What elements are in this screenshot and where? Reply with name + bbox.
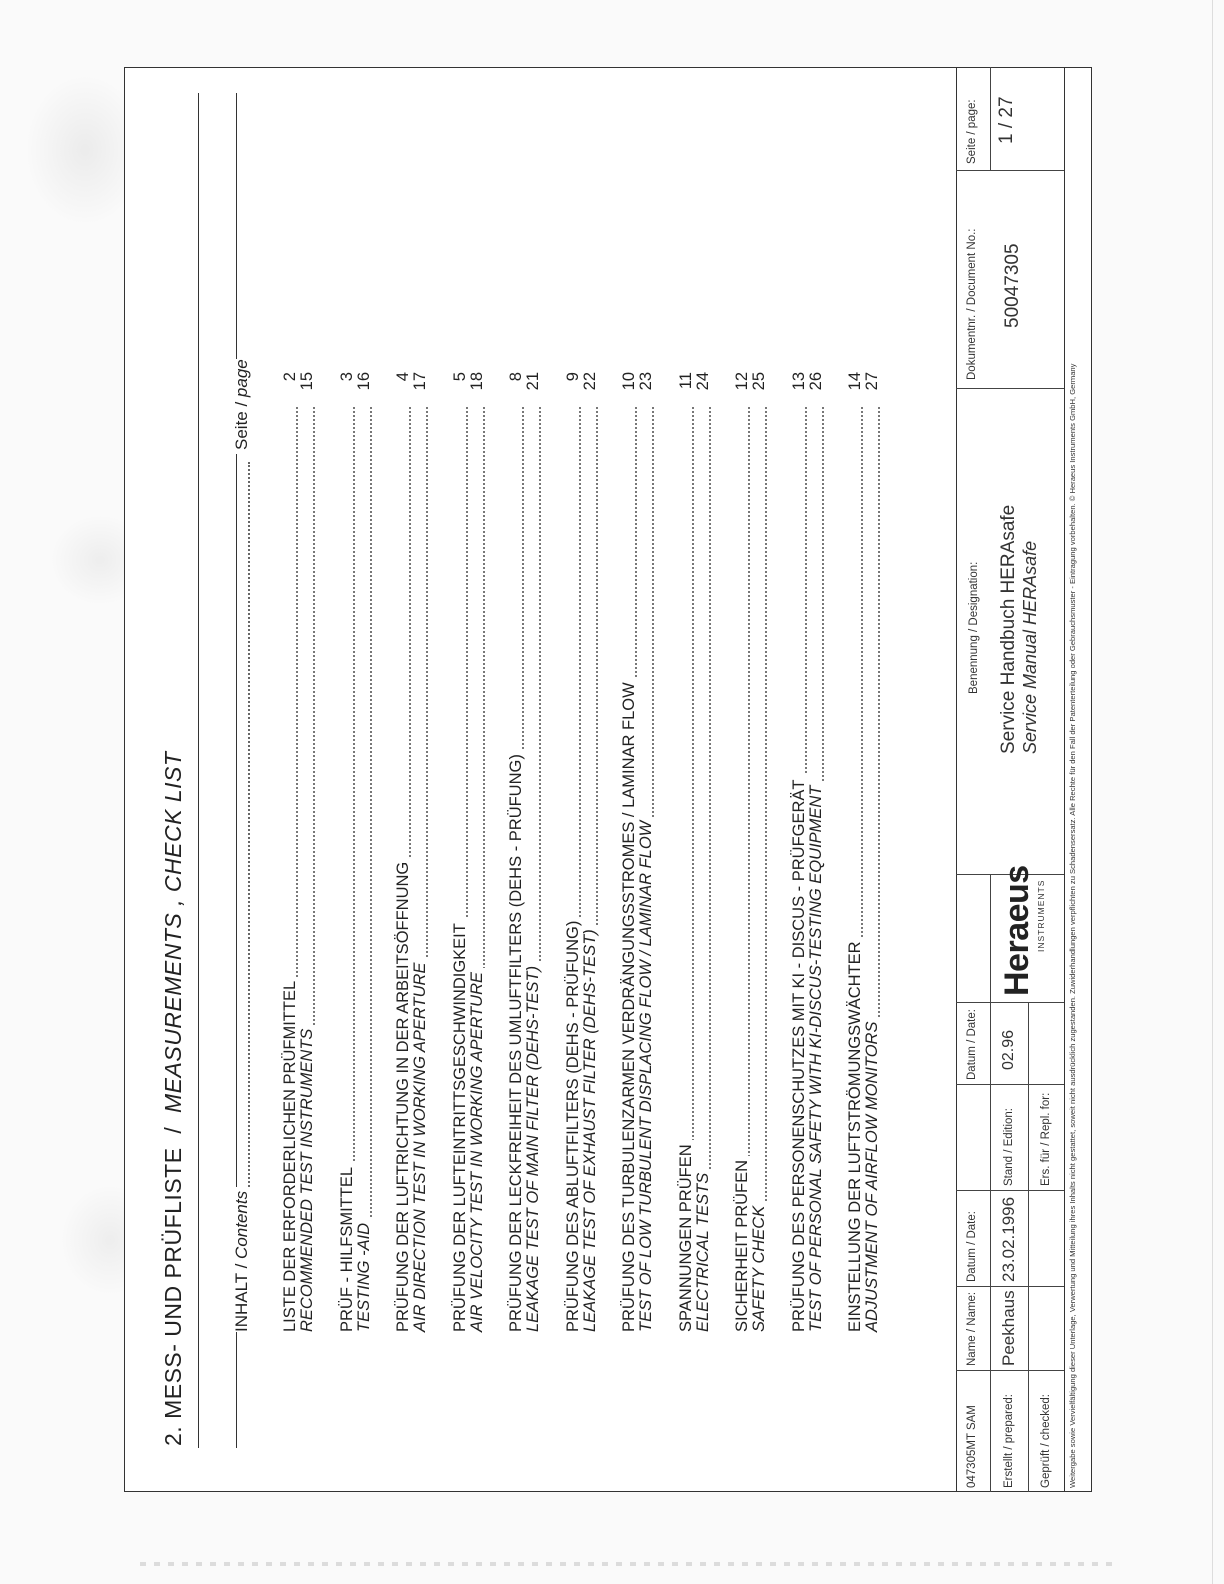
- row-page-german: 9: [563, 372, 582, 382]
- row-page-english: 21: [524, 372, 542, 391]
- docno-cell: [956, 170, 1064, 388]
- contents-row: [621, 332, 657, 1332]
- row-page-german: 10: [620, 372, 638, 391]
- contents-leader: [248, 462, 250, 1222]
- edition-label-cell: [990, 1084, 1028, 1190]
- row-page-german: 3: [337, 372, 356, 382]
- row-page-english: 27: [863, 372, 881, 391]
- pageno-value: 1 / 27: [996, 96, 1017, 144]
- page-column-label: Seite / page: [232, 359, 252, 454]
- row-title-english: AIR VELOCITY TEST IN WORKING APERTURE: [469, 968, 486, 1332]
- checked-label-cell: [1028, 1370, 1064, 1492]
- pageno-cell: [956, 67, 1064, 170]
- prepared-name: Peekhaus: [999, 1290, 1018, 1366]
- row-page-german: 4: [394, 372, 412, 382]
- row-title-german: LISTE DER ERFORDERLICHEN PRÜFMITTEL: [282, 977, 299, 1332]
- row-title-german: PRÜFUNG DES ABLUFTFILTERS (DEHS - PRÜFUNG): [565, 917, 582, 1332]
- contents-row: [734, 332, 770, 1332]
- title-german: MESS- UND PRÜFLISTE: [160, 1147, 186, 1419]
- row-title-german: SPANNUNGEN PRÜFEN: [678, 1140, 695, 1332]
- docno-value: 50047305: [1002, 243, 1023, 328]
- edition-value: 02.96: [1000, 1029, 1017, 1070]
- row-title-german: PRÜFUNG DES PERSONENSCHUTZES MIT KI - DISCUS - PRÜFGERÄT: [791, 776, 808, 1333]
- checked-label: Geprüft / checked:: [1040, 1394, 1052, 1488]
- row-page-english: 25: [750, 372, 768, 391]
- row-title-english: TESTING -AID: [356, 1219, 373, 1332]
- replaces-value-cell: [1028, 1002, 1064, 1084]
- row-title-english: TEST OF PERSONAL SAFETY WITH KI-DISCUS-TESTING EQUIPMENT: [808, 782, 825, 1332]
- contents-row: [791, 332, 827, 1332]
- contents-header: [232, 132, 256, 1332]
- contents-row: [847, 332, 883, 1332]
- title-separator: /: [160, 1119, 186, 1141]
- row-page-german: 13: [789, 372, 808, 391]
- scan-artifact: [140, 1562, 1120, 1566]
- row-title-german: SICHERHEIT PRÜFEN: [734, 1156, 751, 1332]
- prepared-date-cell: [990, 1190, 1028, 1286]
- row-page-english: 16: [354, 372, 373, 391]
- row-title-german: PRÜFUNG DER LUFTRICHTUNG IN DER ARBEITSÖFFNUNG: [395, 858, 412, 1332]
- rotated-page: [124, 67, 1092, 1492]
- row-page-german: 2: [281, 372, 299, 382]
- logo-cell: [956, 865, 1064, 1002]
- checked-name-cell: [1028, 1286, 1064, 1370]
- dot-leader: [709, 407, 711, 1292]
- row-title-english: ELECTRICAL TESTS: [695, 1169, 712, 1332]
- row-page-german: 8: [507, 372, 525, 382]
- date-label-2: Datum / Date:: [966, 1009, 978, 1080]
- name-label-cell: [956, 1286, 990, 1370]
- contents-row: [452, 332, 488, 1332]
- replaces-label: Ers. für / Repl. for:: [1040, 1092, 1052, 1186]
- designation-german: Service Handbuch HERAsafe: [998, 504, 1019, 754]
- row-page-english: 22: [580, 372, 599, 391]
- checked-date-cell: [1028, 1190, 1064, 1286]
- edition-value-cell: [990, 1002, 1028, 1084]
- prepared-label-cell: [990, 1370, 1028, 1492]
- date-label-cell-2: [956, 1002, 990, 1084]
- row-title-english: ADJUSTMENT OF AIRFLOW MONITORS: [864, 1018, 881, 1332]
- contents-row: [282, 332, 318, 1332]
- designation-cell: [956, 388, 1064, 874]
- date-label: Datum / Date:: [966, 1211, 978, 1282]
- doc-code-cell: [956, 1370, 990, 1492]
- row-title-english: LEAKAGE TEST OF MAIN FILTER (DEHS-TEST): [525, 962, 542, 1332]
- dot-leader: [370, 407, 372, 1292]
- name-label: Name / Name:: [966, 1291, 978, 1366]
- contents-row: [678, 332, 714, 1332]
- pageno-label: Seite / page:: [966, 99, 978, 164]
- logo-subtitle: INSTRUMENTS: [1036, 879, 1046, 952]
- title-block: [956, 67, 1092, 1492]
- row-title-english: RECOMMENDED TEST INSTRUMENTS: [299, 1025, 316, 1332]
- prepared-name-cell: [990, 1286, 1028, 1370]
- docno-label: Dokumentnr. / Document No.:: [966, 228, 978, 380]
- row-page-english: 18: [467, 372, 486, 391]
- row-title-english: AIR DIRECTION TEST IN WORKING APERTURE: [412, 959, 429, 1332]
- contents-row: [565, 332, 601, 1332]
- prepared-date: 23.02.1996: [999, 1196, 1018, 1282]
- date-label-cell: [956, 1190, 990, 1286]
- copyright-notice: Weitergabe sowie Vervielfältigung dieser Unterlage, Verwertung und Mitteilung ihres Inhalts nicht gestattet, soweit nicht ausdrücklich zugestanden. Zuwiderhandlungen verpflichten zu Schadensersatz. Alle Rechte für den Fall der Patenterteilung oder Gebrauchsmuster - Eintragung vorbehalten. © Heraeus Instruments GmbH, Germany: [1068, 363, 1077, 1488]
- heraeus-logo: Heraeus: [998, 865, 1036, 996]
- designation-english: Service Manual HERAsafe: [1020, 540, 1040, 754]
- blank-header-cell: [956, 1084, 990, 1190]
- dot-leader: [765, 407, 767, 1292]
- replaces-label-cell: [1028, 1084, 1064, 1190]
- row-page-english: 23: [637, 372, 655, 391]
- contents-row: [508, 332, 544, 1332]
- contents-row: [339, 332, 375, 1332]
- section-number: 2.: [160, 1425, 186, 1446]
- dot-leader: [353, 407, 355, 1292]
- contents-row: [395, 332, 431, 1332]
- row-title-german: PRÜF - HILFSMITTEL: [339, 1163, 356, 1332]
- row-title-english: LEAKAGE TEST OF EXHAUST FILTER (DEHS-TEST): [582, 925, 599, 1332]
- title-rule-top: [198, 93, 199, 1448]
- row-page-english: 26: [806, 372, 825, 391]
- designation-label: Benennung / Designation:: [968, 561, 980, 694]
- row-title-german: PRÜFUNG DER LECKFREIHEIT DES UMLUFTFILTERS (DEHS - PRÜFUNG): [508, 750, 525, 1332]
- row-title-german: PRÜFUNG DER LUFTEINTRITTSGESCHWINDIGKEIT: [452, 919, 469, 1332]
- page-title: [160, 752, 187, 1446]
- row-title-german: PRÜFUNG DES TURBULENZARMEN VERDRÄNGUNGSSTROMES / LAMINAR FLOW: [621, 678, 638, 1332]
- row-page-english: 24: [693, 372, 712, 391]
- row-title-english: TEST OF LOW TURBULENT DISPLACING FLOW / LAMINAR FLOW: [638, 817, 655, 1332]
- row-page-german: 12: [733, 372, 751, 391]
- row-page-english: 15: [298, 372, 316, 391]
- edition-label: Stand / Edition:: [1003, 1108, 1015, 1186]
- title-english: MEASUREMENTS , CHECK LIST: [160, 751, 186, 1113]
- row-page-german: 11: [676, 372, 695, 390]
- row-title-english: SAFETY CHECK: [751, 1202, 768, 1332]
- row-title-german: EINSTELLUNG DER LUFTSTRÖMUNGSWÄCHTER: [847, 937, 864, 1332]
- row-page-english: 17: [411, 372, 429, 391]
- doc-code: 047305MT SAM: [966, 1405, 978, 1488]
- row-page-german: 14: [846, 372, 864, 391]
- contents-label: INHALT / Contents: [232, 1187, 252, 1332]
- scan-edge: [1212, 0, 1213, 1584]
- prepared-label: Erstellt / prepared:: [1003, 1394, 1015, 1488]
- row-page-german: 5: [450, 372, 469, 382]
